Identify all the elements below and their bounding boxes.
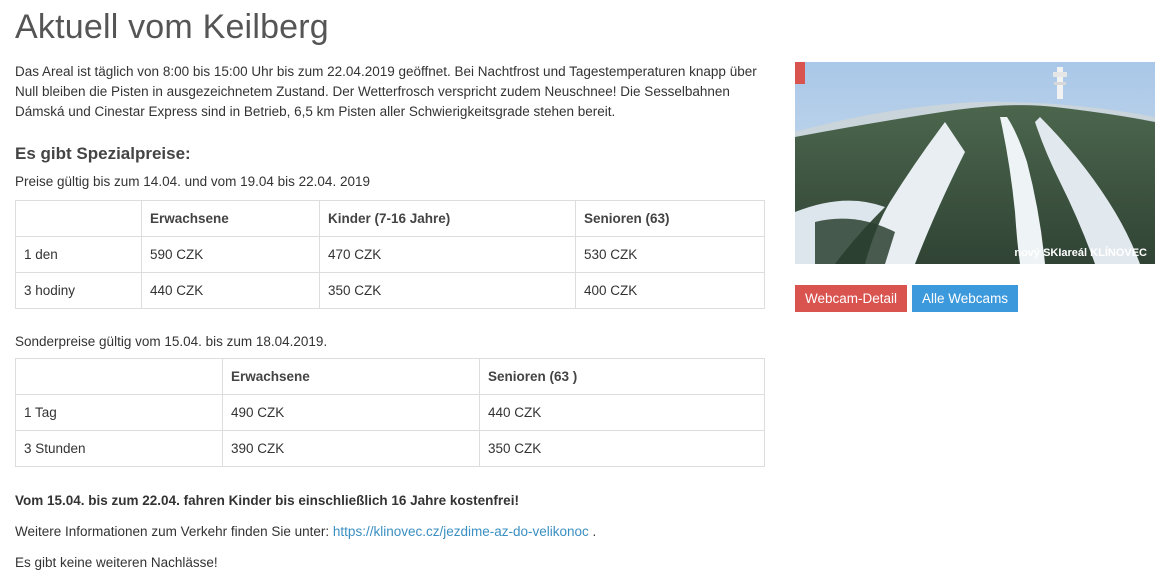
- table-cell: 350 CZK: [480, 431, 765, 467]
- table-cell: 530 CZK: [576, 237, 765, 273]
- table-header-cell: Senioren (63 ): [480, 359, 765, 395]
- table-row: [16, 237, 765, 273]
- webcam-image[interactable]: [795, 62, 1155, 264]
- webcam-buttons: [795, 285, 1155, 312]
- all-webcams-button[interactable]: Alle Webcams: [912, 285, 1018, 312]
- table-header-cell: Kinder (7-16 Jahre): [320, 201, 576, 237]
- table-row: [16, 395, 765, 431]
- table-header-row: [16, 201, 765, 237]
- table-header-cell: Senioren (63): [576, 201, 765, 237]
- table-cell: 1 Tag: [16, 395, 223, 431]
- table-header-cell: Erwachsene: [142, 201, 320, 237]
- kids-free-notice: Vom 15.04. bis zum 22.04. fahren Kinder bis einschließlich 16 Jahre kostenfrei!: [15, 493, 519, 508]
- table-cell: 1 den: [16, 237, 142, 273]
- price-table-special: [15, 358, 765, 467]
- price-table-regular: [15, 200, 765, 309]
- intro-text: Das Areal ist täglich von 8:00 bis 15:00 Uhr bis zum 22.04.2019 geöffnet. Bei Nachtfrost und Tagestemperaturen knapp über Null bleiben die Pisten in ausgezeichnetem Zustand. Der Wetterfrosch verspricht zudem Neuschnee! Die Sesselbahnen Dámská und Cinestar Express sind in Betrieb, 6,5 km Pisten aller Schwierigkeitsgrade stehen bereit.: [15, 64, 757, 119]
- table-cell: 390 CZK: [223, 431, 480, 467]
- webcam-logo: nový SKIareál KLÍNOVEC: [1014, 247, 1147, 259]
- traffic-info-link[interactable]: https://klinovec.cz/jezdime-az-do-velikonoc: [332, 524, 589, 539]
- table-cell: 440 CZK: [142, 273, 320, 309]
- traffic-info-prefix: Weitere Informationen zum Verkehr finden Sie unter:: [15, 524, 333, 539]
- page-title: Aktuell vom Keilberg: [15, 8, 329, 46]
- table1-note: Preise gültig bis zum 14.04. und vom 19.04 bis 22.04. 2019: [15, 174, 370, 189]
- main-content: [15, 62, 767, 573]
- traffic-info: [15, 522, 767, 542]
- special-prices-heading: Es gibt Spezialpreise:: [15, 144, 191, 163]
- table-cell: 3 Stunden: [16, 431, 223, 467]
- table-row: [16, 431, 765, 467]
- webcam-panel: [795, 62, 1155, 312]
- no-discounts-note: Es gibt keine weiteren Nachlässe!: [15, 555, 218, 570]
- table2-note: Sonderpreise gültig vom 15.04. bis zum 18.04.2019.: [15, 334, 328, 349]
- table-header-cell: [16, 201, 142, 237]
- webcam-detail-button[interactable]: Webcam-Detail: [795, 285, 907, 312]
- table-row: [16, 273, 765, 309]
- traffic-info-suffix: .: [588, 524, 597, 539]
- table-header-cell: [16, 359, 223, 395]
- table-header-row: [16, 359, 765, 395]
- table-cell: 350 CZK: [320, 273, 576, 309]
- table-cell: 440 CZK: [480, 395, 765, 431]
- table-cell: 3 hodiny: [16, 273, 142, 309]
- table-cell: 470 CZK: [320, 237, 576, 273]
- table-cell: 590 CZK: [142, 237, 320, 273]
- table-cell: 490 CZK: [223, 395, 480, 431]
- table-header-cell: Erwachsene: [223, 359, 480, 395]
- table-cell: 400 CZK: [576, 273, 765, 309]
